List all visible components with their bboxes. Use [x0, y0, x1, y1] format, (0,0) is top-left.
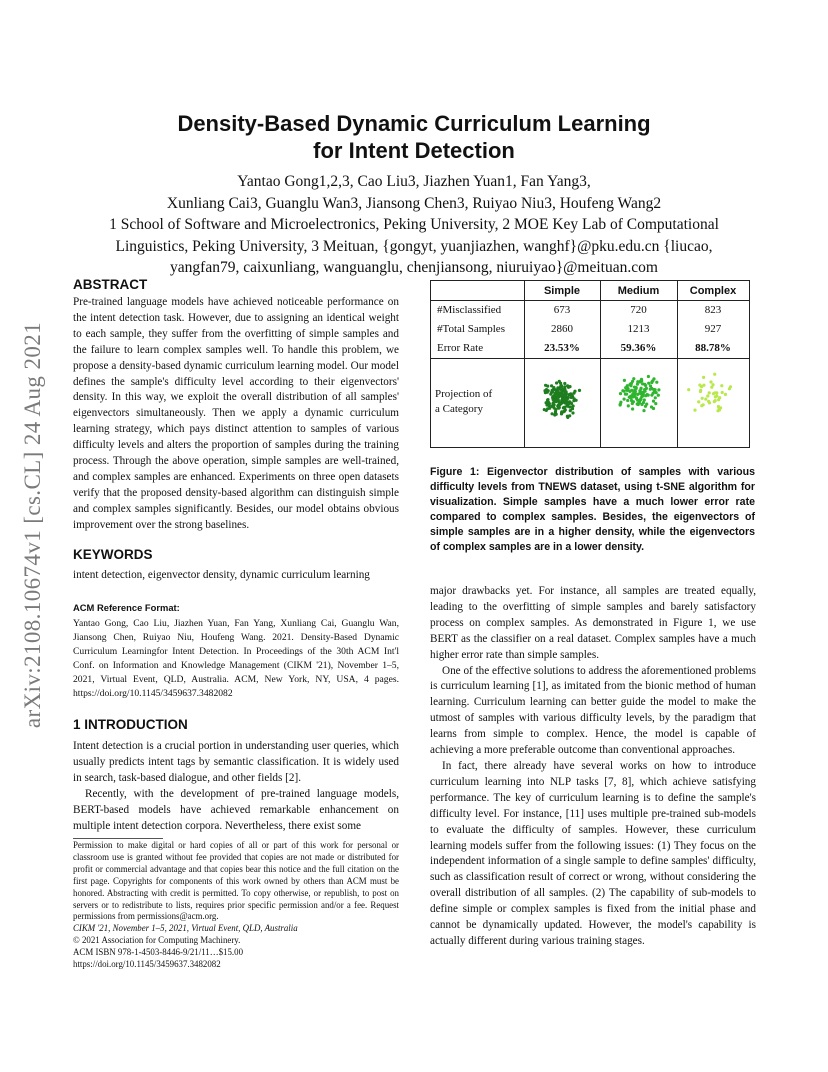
scatter-point: [624, 386, 627, 389]
scatter-point: [562, 406, 565, 409]
affiliation-line-3: yangfan79, caixunliang, wanguanglu, chenjiansong, niuruiyao}@meituan.com: [170, 259, 658, 276]
scatter-point: [643, 398, 646, 401]
scatter-point: [657, 394, 660, 397]
scatter-point: [718, 396, 721, 399]
scatter-point: [631, 407, 634, 410]
acm-ref-text: Yantao Gong, Cao Liu, Jiazhen Yuan, Fan Yang, Xunliang Cai, Guanglu Wan, Jiansong Chen, Ruiyao Niu, Houfeng Wang. 2021. Density-Based Dynamic Curriculum Learningfor Intent Detection. In Proceedings of the 30th ACM Int'l Conf. on Information and Knowledge Management (CIKM '21), November 1–5, 2021, Virtual Event, QLD, Australia. ACM, New York, NY, USA, 4 pages. https://doi.org/10.1145/3459637.3482082: [73, 618, 399, 699]
scatter-point: [569, 405, 572, 408]
intro-heading: 1 INTRODUCTION: [73, 717, 188, 732]
scatter-point: [623, 379, 626, 382]
arxiv-stamp: [18, 285, 48, 765]
table-cell: 23.53%: [544, 341, 580, 354]
scatter-point: [552, 395, 555, 398]
scatter-point: [639, 387, 642, 390]
scatter-point: [649, 384, 652, 387]
row-label: Error Rate: [437, 341, 484, 354]
scatter-point: [627, 404, 630, 407]
permission-notice: [73, 840, 399, 971]
column-header-medium: Medium: [617, 284, 660, 297]
scatter-point: [626, 399, 629, 402]
scatter-point: [687, 388, 690, 391]
scatter-point: [717, 405, 720, 408]
scatter-point: [554, 410, 557, 413]
table-row: [431, 319, 749, 338]
table-cell: 673: [553, 303, 571, 316]
scatter-point: [652, 377, 655, 380]
scatter-point: [715, 391, 718, 394]
projection-label: [435, 387, 492, 417]
scatter-point: [701, 397, 704, 400]
scatter-point: [619, 403, 622, 406]
scatter-point: [543, 408, 546, 411]
table-corner: [431, 281, 524, 300]
scatter-point: [702, 384, 705, 387]
scatter-point: [708, 391, 711, 394]
scatter-point: [545, 403, 548, 406]
body-paragraph: major drawbacks yet. For instance, all samples are treated equally, leading to the overfitting of simple samples and barely satisfactory process on complex samples. As demonstrated in Figure 1, we use BERT as the classifier on a real dataset. Complex samples have a much higher error rate than simple samples.: [430, 585, 756, 661]
scatter-point: [629, 396, 632, 399]
scatter-point: [567, 401, 570, 404]
scatter-point: [713, 373, 716, 376]
scatter-point: [641, 394, 644, 397]
scatter-point: [631, 380, 634, 383]
scatter-point: [571, 411, 574, 414]
scatter-point: [559, 402, 562, 405]
row-label: #Misclassified: [437, 303, 502, 316]
scatter-point: [697, 400, 700, 403]
scatter-complex-projection: [678, 359, 749, 447]
scatter-point: [550, 384, 553, 387]
table-row: [431, 300, 749, 319]
intro-paragraph-1: Intent detection is a crucial portion in understanding user queries, which usually predicts intent tags by semantic classification. It is widely used in search, task-based dialogue, and other fields [2].: [73, 740, 399, 784]
scatter-point: [578, 389, 581, 392]
scatter-point: [714, 399, 717, 402]
scatter-point: [562, 398, 565, 401]
paper-title: [0, 110, 828, 164]
scatter-point: [544, 384, 547, 387]
table-cell: 927: [704, 322, 722, 335]
body-paragraph: One of the effective solutions to address the aforementioned problems is curriculum learning [1], as imitated from the bionic method of human learning. Curriculum learning can better guide the model to make the utmost of samples with various difficulty levels, by the paradigm that learns from simple to complex. Hence, the model is capable of achieving a more preferable outcome than conventional approaches.: [430, 664, 756, 757]
scatter-point: [654, 396, 657, 399]
scatter-point: [693, 409, 696, 412]
scatter-point: [647, 375, 650, 378]
scatter-point: [724, 393, 727, 396]
scatter-point: [640, 403, 643, 406]
column-header-simple: Simple: [543, 284, 581, 297]
affiliation-line-2: Linguistics, Peking University, 3 Meituan, {gongyt, yuanjiazhen, wanghf}@pku.edu.cn {liucao,: [115, 237, 713, 255]
scatter-point: [560, 412, 563, 415]
scatter-point: [568, 414, 571, 417]
table-cell: 720: [630, 303, 647, 316]
scatter-point: [632, 389, 635, 392]
title-line-1: Density-Based Dynamic Curriculum Learning: [177, 111, 651, 136]
scatter-point: [714, 395, 717, 398]
scatter-point: [625, 393, 628, 396]
scatter-point: [657, 388, 660, 391]
scatter-point: [652, 392, 655, 395]
intro-paragraph-2: Recently, with the development of pre-trained language models, BERT-based models have achieved remarkable enhancement on multiple intent detection corpora. Nevertheless, there exist some: [73, 787, 399, 832]
row-label: #Total Samples: [437, 322, 505, 335]
scatter-point: [629, 384, 632, 387]
figure-caption: Figure 1: Eigenvector distribution of samples with various difficulty levels from TNEWS dataset, using t-SNE algorithm for visualization. Simple samples have a much lower error rate compared to complex samples. Besides, the eigenvectors of simple samples are in a higher density, while the eigenvectors of complex samples are in a lower density.: [430, 466, 755, 553]
scatter-point: [573, 390, 576, 393]
scatter-point: [556, 390, 559, 393]
scatter-point: [633, 394, 636, 397]
table-cell: 88.78%: [695, 341, 731, 354]
keywords-text: intent detection, eigenvector density, dynamic curriculum learning: [73, 569, 370, 581]
scatter-point: [568, 385, 571, 388]
acm-ref-heading: ACM Reference Format:: [73, 602, 180, 613]
scatter-point: [563, 394, 566, 397]
scatter-point: [563, 382, 566, 385]
scatter-point: [647, 382, 650, 385]
scatter-point: [650, 405, 653, 408]
scatter-point: [720, 384, 723, 387]
figure-1: [430, 280, 750, 448]
scatter-point: [555, 396, 558, 399]
scatter-point: [544, 391, 547, 394]
conference-line: CIKM '21, November 1–5, 2021, Virtual Event, QLD, Australia: [73, 923, 298, 934]
scatter-point: [630, 399, 633, 402]
scatter-point: [622, 390, 625, 393]
scatter-point: [655, 381, 658, 384]
arxiv-stamp-text: arXiv:2108.10674v1 [cs.CL] 24 Aug 2021: [20, 321, 45, 729]
scatter-point: [654, 402, 657, 405]
scatter-point: [550, 391, 553, 394]
scatter-point: [708, 401, 711, 404]
scatter-simple-projection: [525, 359, 600, 447]
scatter-point: [654, 388, 657, 391]
scatter-point: [645, 387, 648, 390]
scatter-point: [642, 409, 645, 412]
scatter-point: [643, 383, 646, 386]
scatter-point: [572, 404, 575, 407]
scatter-point: [702, 376, 705, 379]
right-column-body: [430, 584, 756, 950]
author-block: [60, 171, 768, 279]
doi-line: https://doi.org/10.1145/3459637.3482082: [73, 959, 221, 970]
table-cell: 1213: [627, 322, 650, 335]
table-cell: 59.36%: [620, 341, 657, 354]
scatter-point: [644, 390, 647, 393]
scatter-point: [619, 392, 622, 395]
scatter-point: [553, 403, 556, 406]
scatter-point: [560, 384, 563, 387]
abstract-text: Pre-trained language models have achieved noticeable performance on the intent detection task. However, due to assigning an identical weight to each sample, they suffer from the overfitting of simple samples and the failure to learn complex samples well. To handle this problem, we propose a density-based dynamic curriculum learning model. Our model defines the sample's difficulty level according to their eigenvectors' density. In this way, we exploit the overall distribution of all samples' eigenvectors simultaneously. Then we apply a dynamic curriculum learning strategy, which pays distinct attention to samples of various difficulty levels and alters the proportion of samples during the training process. Through the above operation, simple samples are well-trained, and complex samples are enhanced. Experiments on three open datasets verify that the proposed density-based algorithm can distinguish simple and complex samples significantly. Besides, our model obtains obvious improvement over the strong baselines.: [73, 296, 399, 531]
scatter-point: [623, 398, 626, 401]
scatter-point: [709, 380, 712, 383]
footnote-rule: [73, 838, 163, 839]
scatter-point: [645, 403, 648, 406]
affiliation-line-1: 1 School of Software and Microelectronics, Peking University, 2 MOE Key Lab of Computational: [109, 216, 719, 233]
scatter-point: [652, 400, 655, 403]
scatter-point: [700, 404, 703, 407]
scatter-point: [565, 402, 568, 405]
figure-table: [431, 281, 749, 357]
authors-line-1: Yantao Gong1,2,3, Cao Liu3, Jiazhen Yuan1, Fan Yang3,: [237, 173, 591, 190]
scatter-point: [640, 378, 643, 381]
scatter-point: [562, 389, 565, 392]
copyright-line: © 2021 Association for Computing Machinery.: [73, 935, 241, 946]
scatter-point: [568, 393, 571, 396]
scatter-point: [571, 395, 574, 398]
scatter-point: [699, 389, 702, 392]
scatter-point: [636, 402, 639, 405]
scatter-point: [729, 385, 732, 388]
column-header-complex: Complex: [689, 284, 737, 297]
scatter-point: [721, 391, 724, 394]
scatter-point: [712, 392, 715, 395]
table-cell: 823: [704, 303, 722, 316]
body-paragraph: In fact, there already have several works on how to introduce curriculum learning into NLP tasks [7, 8], which achieve satisfying performance. The key of curriculum learning is to define the sample's difficulty level. For instance, [11] uses multiple pre-trained sub-models to evaluate the difficulty of samples. However, these curriculum learning models suffer from the following issues: (1) They focus on the independent information of a single sample to define samples' difficulty, such as classification result of correct or wrong, without considering the overall distribution of all samples. (2) The capability of sub-models to define simple or complex samples is fixed from the initial phase and cannot be dynamically updated. However, the model's capability is actually different during various training stages.: [430, 759, 756, 947]
scatter-point: [619, 401, 622, 404]
intro-body: [73, 739, 399, 834]
authors-line-2: Xunliang Cai3, Guanglu Wan3, Jiansong Chen3, Ruiyao Niu3, Houfeng Wang2: [166, 194, 662, 212]
abstract-heading: ABSTRACT: [73, 277, 148, 292]
scatter-point: [635, 387, 638, 390]
projection-label-line-2: a Category: [435, 403, 483, 415]
projection-label-line-1: Projection of: [435, 388, 493, 400]
scatter-point: [704, 398, 707, 401]
scatter-point: [649, 388, 652, 391]
table-cell: 2860: [551, 322, 573, 335]
keywords-heading: KEYWORDS: [73, 547, 153, 562]
scatter-point: [711, 383, 714, 386]
scatter-point: [569, 409, 572, 412]
scatter-point: [636, 383, 639, 386]
title-line-2: for Intent Detection: [313, 138, 515, 163]
table-header-row: [431, 281, 749, 300]
scatter-point: [706, 394, 709, 397]
scatter-point: [644, 394, 647, 397]
scatter-point: [545, 388, 548, 391]
permission-text: Permission to make digital or hard copies of all or part of this work for personal or classroom use is granted without fee provided that copies are not made or distributed for profit or commercial advantage and that copies bear this notice and the full citation on the first page. Copyrights for components of this work owned by others than ACM must be honored. Abstracting with credit is permitted. To copy otherwise, or republish, to post on servers or to redistribute to lists, requires prior specific permission and/or a fee. Request permissions from permissions@acm.org.: [73, 840, 399, 922]
table-row: [431, 338, 749, 357]
scatter-point: [555, 381, 558, 384]
isbn-line: ACM ISBN 978-1-4503-8446-9/21/11…$15.00: [73, 947, 244, 958]
scatter-point: [546, 407, 549, 410]
scatter-medium-projection: [601, 359, 677, 447]
